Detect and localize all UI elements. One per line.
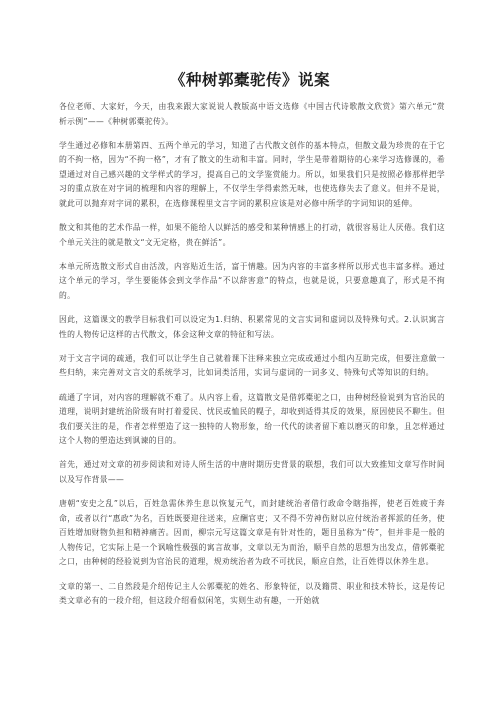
- paragraph-content-analysis: 疏通了字词，对内容的理解就不难了。从内容上看，这篇散文是借郭橐驼之口，由种树经验说到为官治民的道理，说明封建统治阶级有时打着爱民、忧民或恤民的幌子，却收到适得其反的效果，原因使民不聊生。但我们要关注的是，作者怎样塑造了这一独特的人物形象，给一代代的读者留下难以磨灭的印象，且怎样通过这个人物的塑造达到讽谏的目的。: [59, 392, 445, 446]
- paragraph-reading-approach: 首先，通过对文章的初步阅读和对诗人所生活的中唐时期历史背景的联想，我们可以大致推知文章写作时间以及写作背景——: [59, 460, 445, 484]
- paragraph-unit-form: 本单元所选散文形式自由活泼，内容贴近生活，富于情趣。因为内容的丰富多样所以形式也丰富多样。通过这个单元的学习，学生要能体会到文学作品“不以辞害意”的特点，也就是说，只要意趣真了，形式是不拘的。: [59, 261, 445, 301]
- paragraph-learning-background: 学生通过必修和本册第四、五两个单元的学习，知道了古代散文创作的基本特点，但散文最为珍贵的在于它的不拘一格，因为“不拘一格”，才有了散文的生动和丰富。同时，学生是带着期待的心来学习选修课的，希望通过对自己感兴趣的文学样式的学习，提高自己的文学鉴赏能力。所以，如果我们只是按照必修那样把学习的重点放在对字词的梳理和内容的理解上，不仅学生学得索然无味，也使选修失去了意义。但并不是说，就此可以抛弃对字词的累积，在选修课程里文言字词的累积应该是对必修中所学的字词知识的延伸。: [59, 140, 445, 209]
- paragraph-vocabulary: 对于文言字词的疏通，我们可以让学生自己就着课下注释来独立完成或通过小组内互助完成，但要注意做一些归纳，来完善对文言文的系统学习，比如词类活用，实词与虚词的一词多义、特殊句式等知识的归纳。: [59, 353, 445, 378]
- paragraph-greeting: 各位老师、大家好，今天，由我来跟大家说说人教版高中语文选修《中国古代诗歌散文欣赏》第六单元“赏析示例”——《种树郭橐驼传》。: [59, 102, 445, 126]
- document-title: 《种树郭橐驼传》说案: [169, 71, 330, 89]
- paragraph-unit-focus: 散文和其他的艺术作品一样，如果不能给人以鲜活的感受和某种情感上的打动，就很容易让人厌倦。我们这个单元关注的就是散文“文无定格，贵在鲜活”。: [59, 223, 445, 247]
- document-body: [59, 100, 445, 618]
- paragraph-teaching-goals: 因此，这篇课文的教学目标我们可以设定为1.归纳、积累常见的文言实词和虚词以及特殊句式。2.认识寓言性的人物传记这样的古代散文，体会这种文章的特征和写法。: [59, 315, 445, 339]
- paragraph-structure: 文章的第一、二自然段是介绍传记主人公郭橐驼的姓名、形象特征，以及籍贯、职业和技术特长，这是传记类文章必有的一段介绍，但这段介绍看似闲笔，实则生动有趣，一开始就: [59, 581, 445, 606]
- paragraph-historical-background: 唐朝“安史之乱”以后，百姓急需休养生息以恢复元气，而封建统治者借行政命令瞎指挥，使老百姓疲于奔命，或者以行“惠政”为名，百姓既要迎往送来，应酬官吏；又不得不劳神伤财以应付统治者挥派的任务，使百姓增加财物负担和精神痛苦。因而，柳宗元写这篇文章是有针对性的，题目虽称为“传”，但并非是一般的人物传记，它实际上是一个讽喻性极强的寓言故事，文章以无为而治，顺乎自然的思想为出发点，借郭橐驼之口，由种树的经验说到为官治民的道理，规劝统治者为政不可扰民，顺应自然，让百姓得以休养生息。: [59, 499, 445, 567]
